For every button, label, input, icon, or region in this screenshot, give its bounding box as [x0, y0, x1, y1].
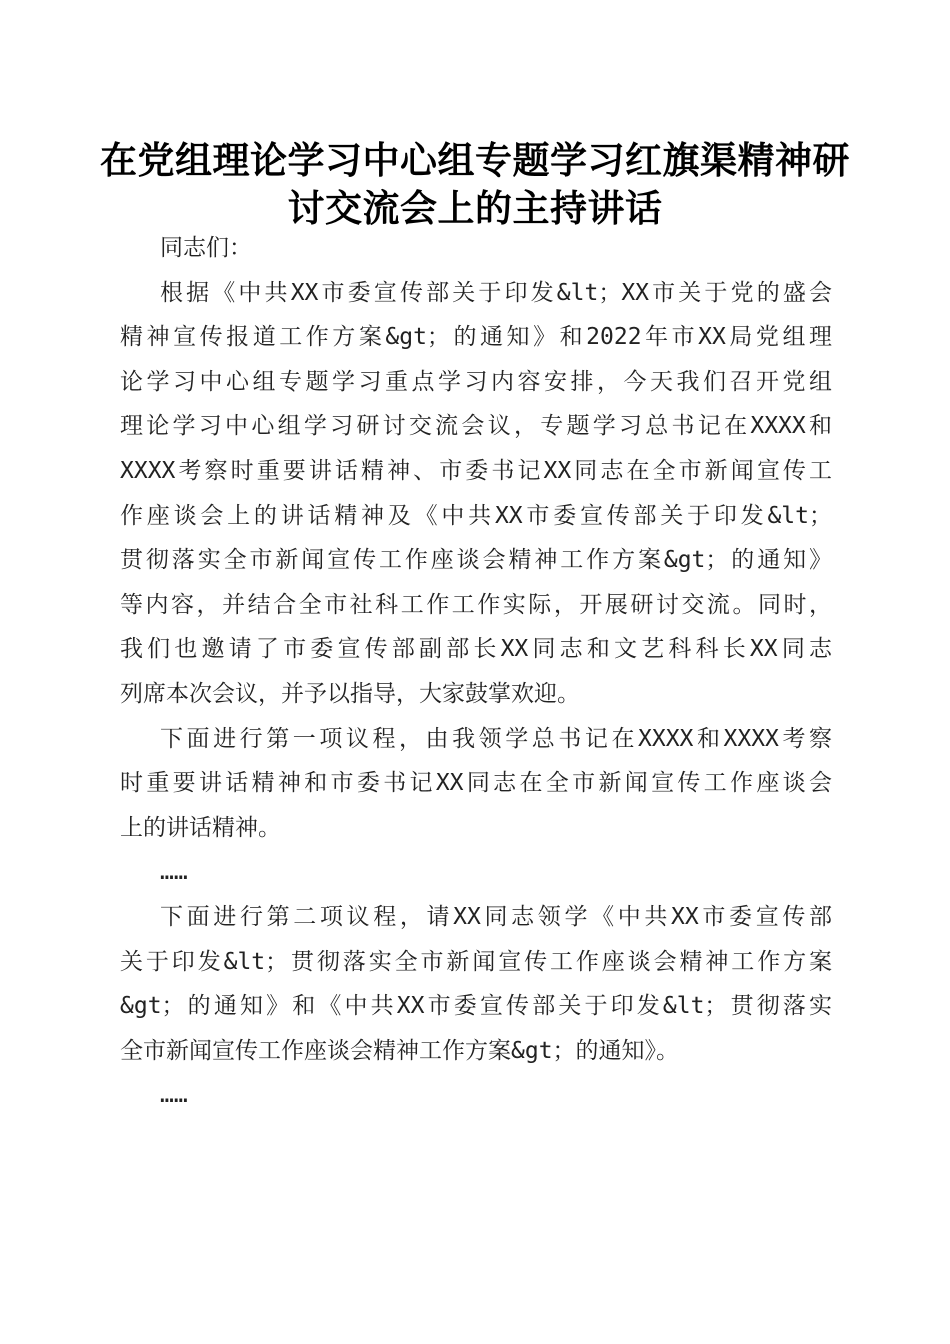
paragraph-line: XXXX考察时重要讲话精神、市委书记XX同志在全市新闻宣传工 — [120, 457, 832, 484]
paragraph-line: 关于印发&lt；贯彻落实全市新闻宣传工作座谈会精神工作方案 — [120, 948, 832, 975]
paragraph-line: 作座谈会上的讲话精神及《中共XX市委宣传部关于印发&lt； — [120, 502, 832, 529]
salutation: 同志们： — [160, 235, 252, 261]
paragraph-line: 等内容，并结合全市社科工作工作实际，开展研讨交流。同时， — [120, 591, 832, 618]
ellipsis: …… — [160, 1082, 188, 1109]
paragraph-line: 贯彻落实全市新闻宣传工作座谈会精神工作方案&gt；的通知》 — [120, 547, 832, 574]
paragraph-1 — [120, 271, 832, 717]
paragraph-line: 上的讲话精神。 — [120, 814, 281, 841]
ellipsis: …… — [160, 859, 188, 886]
title-line: 讨交流会上的主持讲话 — [287, 186, 663, 230]
paragraph-line: 理论学习中心组学习研讨交流会议，专题学习总书记在XXXX和 — [120, 413, 832, 440]
document-title — [100, 136, 850, 232]
paragraph-3 — [120, 895, 832, 1073]
paragraph-line: 精神宣传报道工作方案&gt；的通知》和2022年市XX局党组理 — [120, 324, 832, 351]
paragraph-line: 我们也邀请了市委宣传部副部长XX同志和文艺科科长XX同志 — [120, 636, 832, 663]
document-body — [120, 226, 832, 1118]
paragraph-line: 根据《中共XX市委宣传部关于印发&lt；XX市关于党的盛会 — [160, 279, 832, 306]
paragraph-line: 列席本次会议，并予以指导，大家鼓掌欢迎。 — [120, 680, 580, 707]
paragraph-2 — [120, 717, 832, 851]
title-line: 在党组理论学习中心组专题学习红旗渠精神研 — [100, 138, 850, 182]
paragraph-line: 下面进行第二项议程，请XX同志领学《中共XX市委宣传部 — [160, 903, 832, 930]
paragraph-line: 下面进行第一项议程，由我领学总书记在XXXX和XXXX考察 — [160, 725, 832, 752]
paragraph-line: 时重要讲话精神和市委书记XX同志在全市新闻宣传工作座谈会 — [120, 770, 832, 797]
paragraph-line: &gt；的通知》和《中共XX市委宣传部关于印发&lt；贯彻落实 — [120, 993, 832, 1020]
paragraph-line: 论学习中心组专题学习重点学习内容安排，今天我们召开党组 — [120, 368, 832, 395]
paragraph-line: 全市新闻宣传工作座谈会精神工作方案&gt；的通知》。 — [120, 1037, 680, 1064]
